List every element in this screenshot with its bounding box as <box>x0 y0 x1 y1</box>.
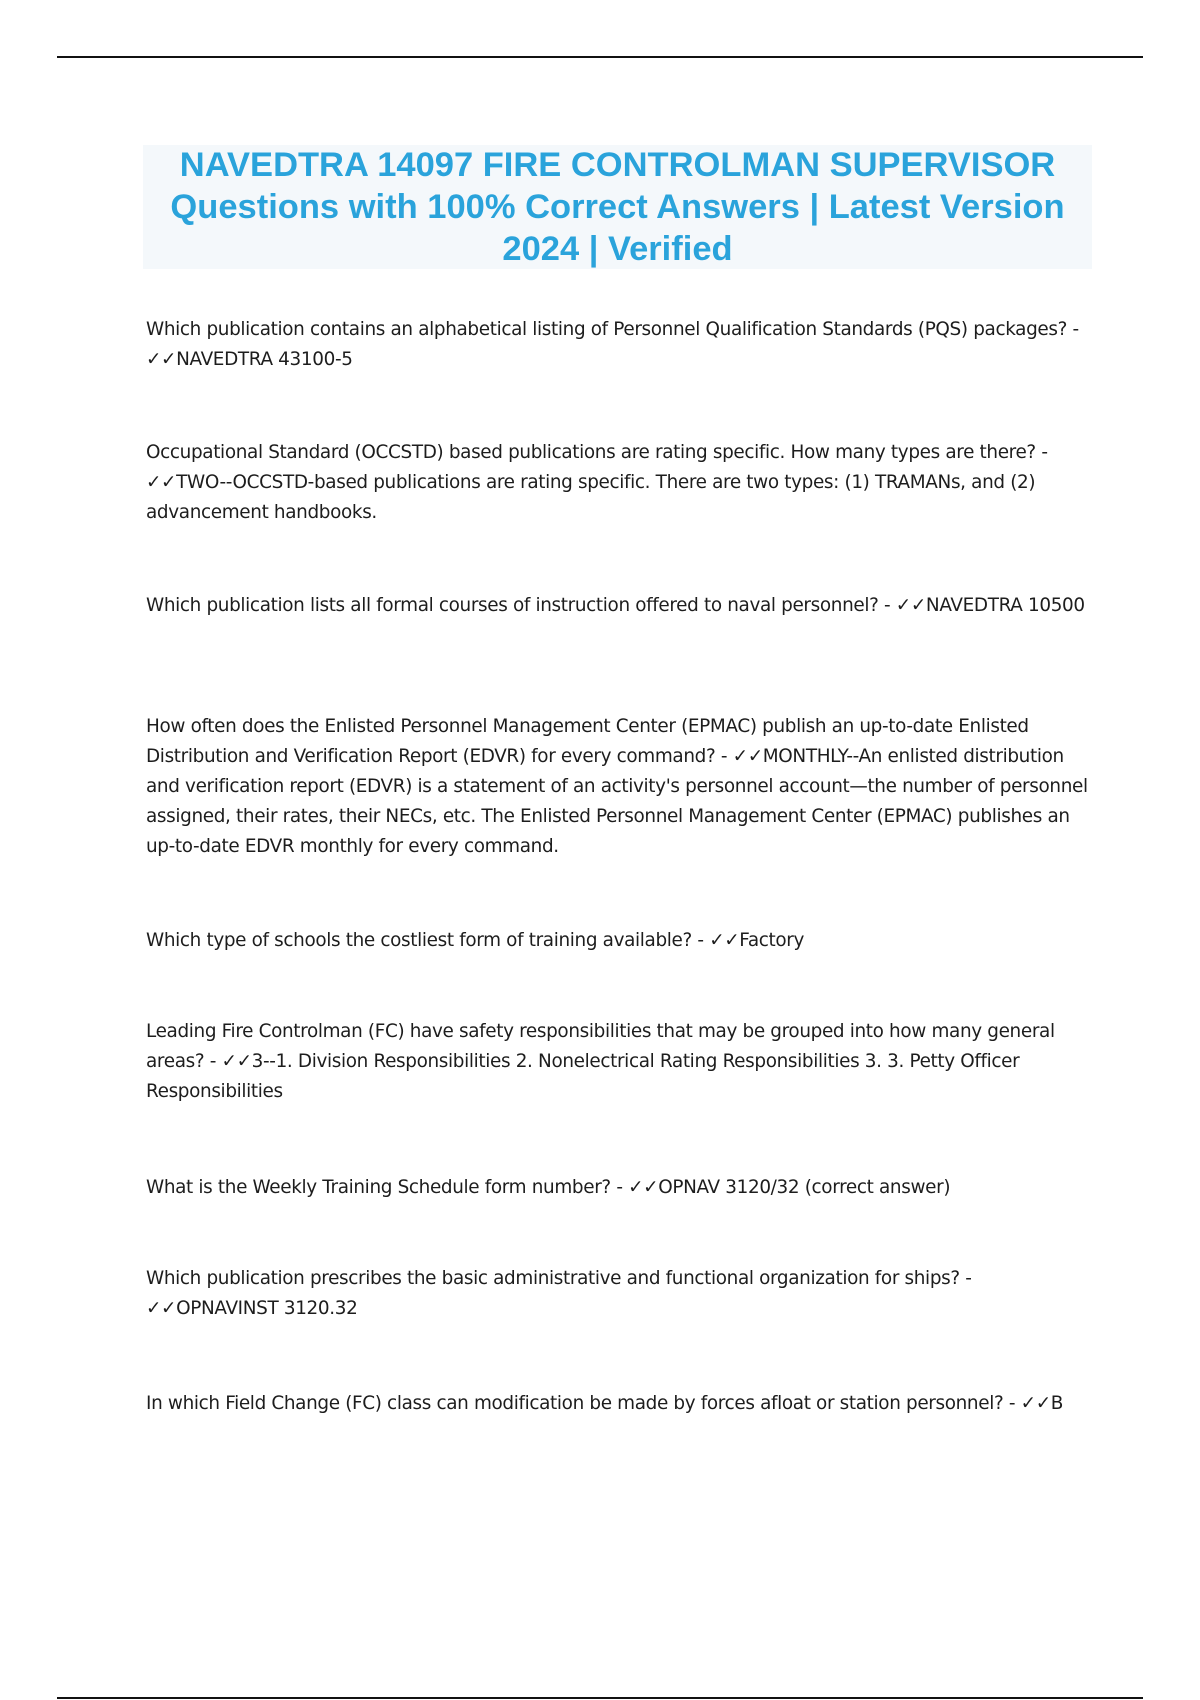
qa-item-5: Which type of schools the costliest form of training available? - ✓✓Factory <box>146 930 805 951</box>
qa-item-9: In which Field Change (FC) class can modification be made by forces afloat or station personnel? - ✓✓B <box>146 1393 1064 1414</box>
bottom-rule <box>57 1697 1143 1699</box>
qa-item-2: Occupational Standard (OCCSTD) based publications are rating specific. How many types are there? - ✓✓TWO--OCCSTD-based publications are rating specific. There are two types: (1) TRAMANs, and (2) advancement handbooks. <box>146 442 1048 523</box>
qa-item-7: What is the Weekly Training Schedule form number? - ✓✓OPNAV 3120/32 (correct answer) <box>146 1177 951 1198</box>
title-block <box>143 145 1092 269</box>
qa-item-1: Which publication contains an alphabetical listing of Personnel Qualification Standards (PQS) packages? - ✓✓NAVEDTRA 43100-5 <box>146 319 1079 370</box>
qa-item-6: Leading Fire Controlman (FC) have safety responsibilities that may be grouped into how many general areas? - ✓✓3--1. Division Responsibilities 2. Nonelectrical Rating Responsibilities 3. 3. Petty Officer Responsibilities <box>146 1021 1055 1102</box>
document-title: NAVEDTRA 14097 FIRE CONTROLMAN SUPERVISOR Questions with 100% Correct Answers | Latest Version 2024 | Verified <box>170 146 1065 268</box>
qa-item-4: How often does the Enlisted Personnel Management Center (EPMAC) publish an up-to-date Enlisted Distribution and Verification Report (EDVR) for every command? - ✓✓MONTHLY--An enlisted distribution and verification report (EDVR) is a statement of an activity's personnel account—the number of personnel assigned, their rates, their NECs, etc. The Enlisted Personnel Management Center (EPMAC) publishes an up-to-date EDVR monthly for every command. <box>146 716 1088 857</box>
qa-item-8: Which publication prescribes the basic administrative and functional organization for ships? - ✓✓OPNAVINST 3120.32 <box>146 1268 972 1319</box>
top-rule <box>57 56 1143 58</box>
qa-item-3: Which publication lists all formal courses of instruction offered to naval personnel? - ✓✓NAVEDTRA 10500 <box>146 595 1085 616</box>
